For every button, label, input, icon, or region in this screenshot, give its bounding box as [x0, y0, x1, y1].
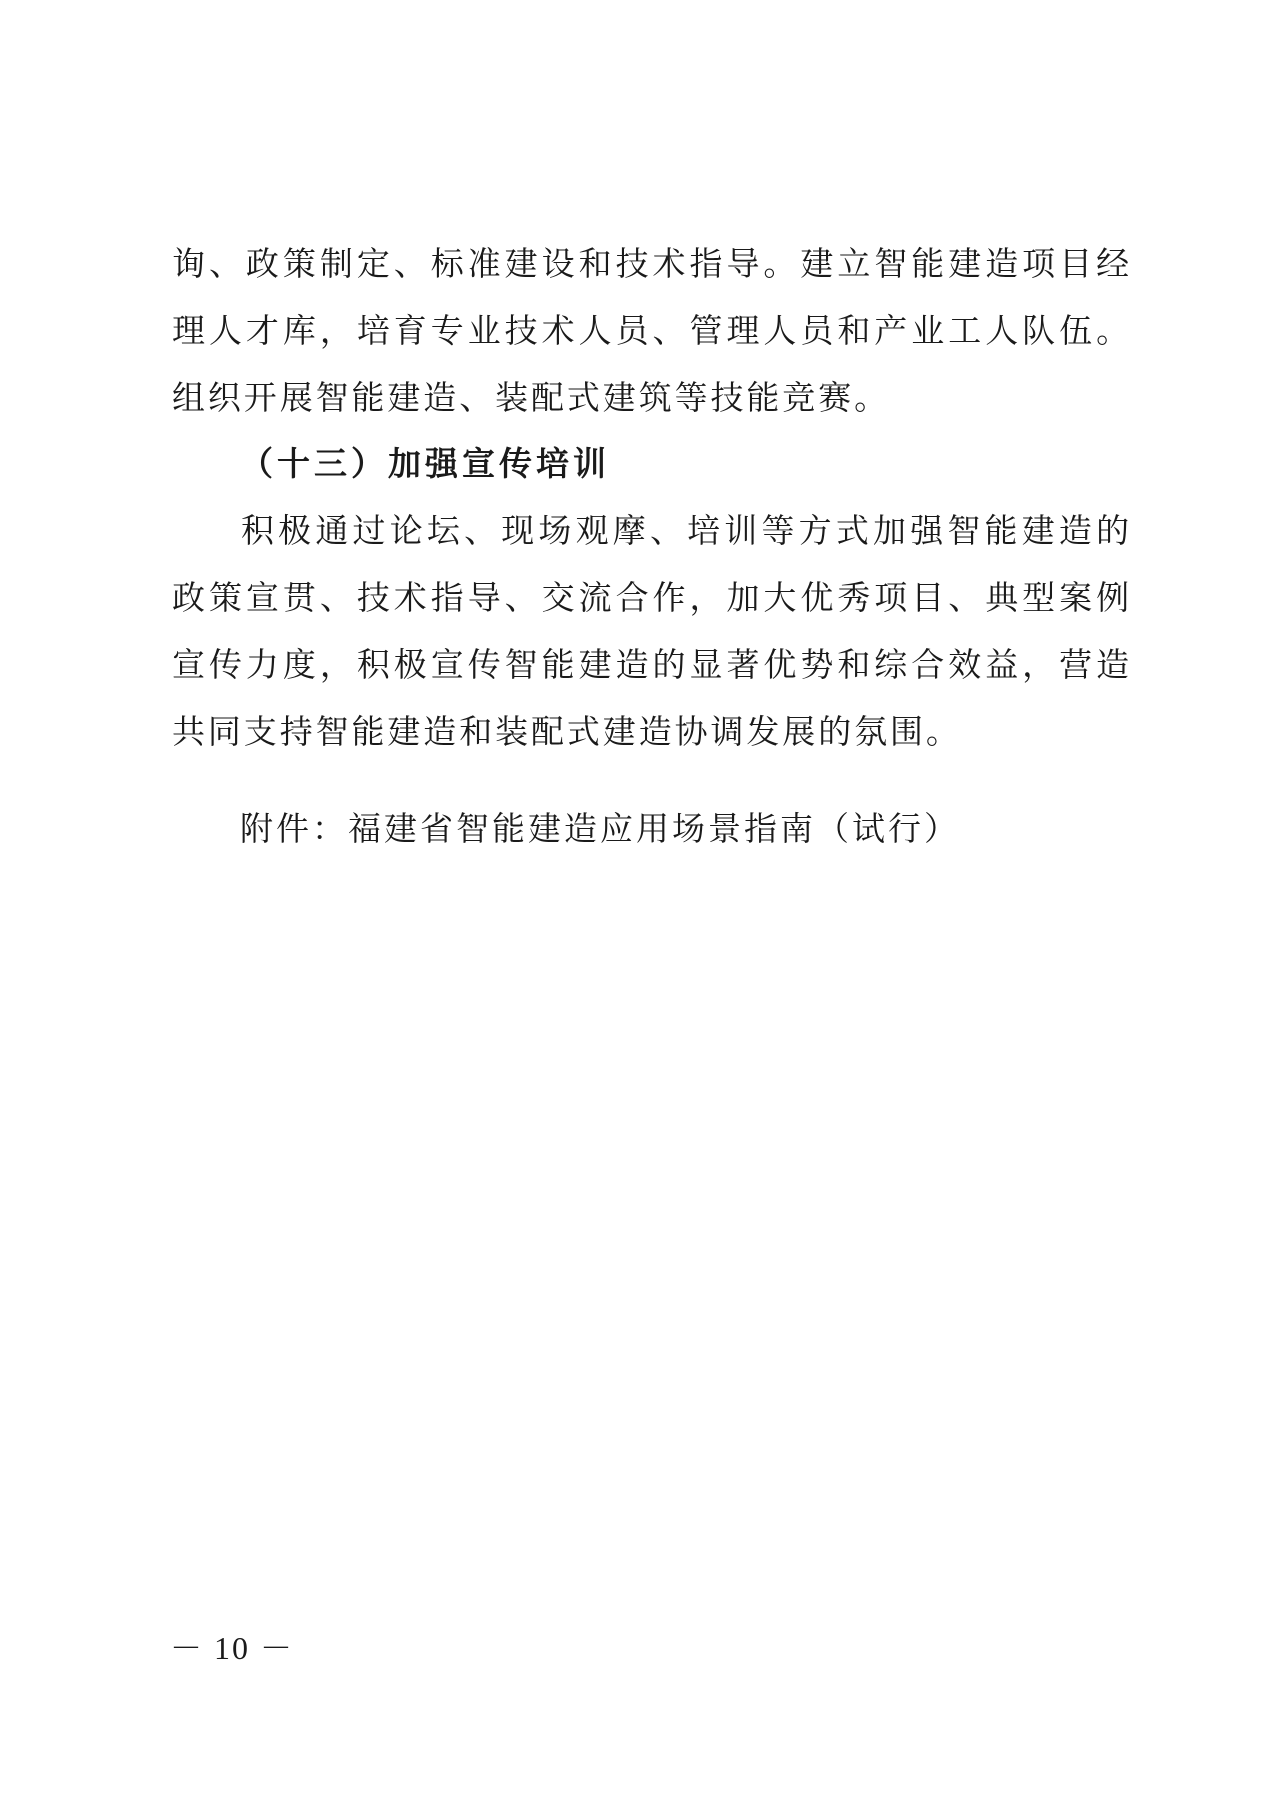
section-heading-13: （十三）加强宣传培训 — [240, 444, 610, 483]
paragraph-publicity: 积极通过论坛、现场观摩、培训等方式加强智能建造的政策宣贯、技术指导、交流合作，加大优秀项目、典型案例宣传力度，积极宣传智能建造的显著优势和综合效益，营造共同支持智能建造和装配式建造协调发展的氛围。 — [172, 511, 1132, 751]
paragraph-talent: 询、政策制定、标准建设和技术指导。建立智能建造项目经理人才库，培育专业技术人员、管理人员和产业工人队伍。组织开展智能建造、装配式建筑等技能竞赛。 — [172, 244, 1132, 417]
page-number: － 10 － — [170, 1630, 295, 1666]
attachment-line: 附件：福建省智能建造应用场景指南（试行） — [240, 809, 960, 848]
